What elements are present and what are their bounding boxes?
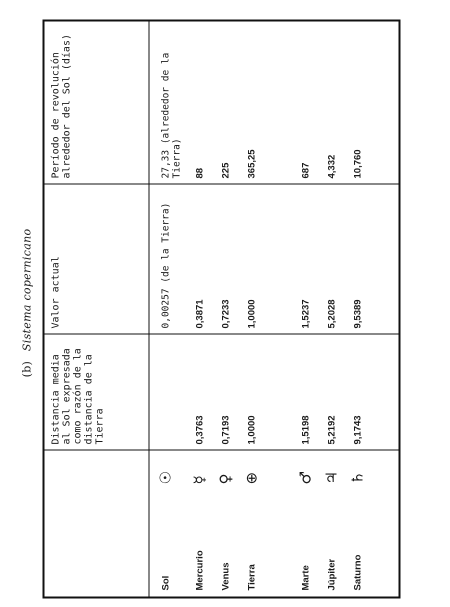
table-row: [296, 22, 317, 597]
distance-value: 9,1743: [352, 415, 364, 445]
period-value: 365,25: [246, 149, 258, 179]
table-frame: [43, 20, 401, 599]
distance-value: 0,3763: [194, 415, 206, 445]
actual-value: 9,5389: [352, 299, 364, 329]
distance-value: 1,5198: [300, 415, 312, 445]
actual-value: 0,00257 (de la Tierra): [160, 202, 172, 329]
caption-title: Sistema copernicano: [20, 228, 34, 352]
planet-name: Mercurio: [194, 550, 206, 591]
distance-value: 1,0000: [246, 415, 258, 445]
mars-symbol-icon: ♂: [296, 471, 315, 485]
planet-name: Sol: [160, 575, 172, 591]
header-rule: [149, 22, 150, 597]
table-caption: [21, 0, 34, 607]
sun-symbol-icon: ☉: [156, 471, 175, 485]
table-row: [190, 22, 211, 597]
planet-name: Júpiter: [326, 558, 338, 591]
table-row: [322, 22, 343, 597]
table-row: [348, 22, 369, 597]
period-value: 225: [220, 162, 232, 179]
actual-value: 1,5237: [300, 299, 312, 329]
venus-symbol-icon: ♀: [216, 473, 235, 485]
mercury-symbol-icon: ☿: [190, 475, 209, 485]
rotated-page: [1, 0, 450, 607]
period-value: 88: [194, 167, 206, 179]
planet-name: Tierra: [246, 564, 258, 591]
period-value: 4,332: [326, 154, 338, 179]
planet-name: Saturno: [352, 554, 364, 591]
header-actual: Valor actual: [50, 256, 62, 329]
period-value: 687: [300, 162, 312, 179]
table-row: [156, 22, 183, 597]
actual-value: 5,2028: [326, 299, 338, 329]
period-value: 27,33 (alrededor de la Tierra): [160, 52, 183, 179]
table-row: [216, 22, 237, 597]
distance-value: 5,2192: [326, 415, 338, 445]
header-distance: Distancia media al Sol expresada como razón de la distancia de la Tierra: [50, 348, 106, 445]
caption-label: (b): [20, 360, 34, 378]
header-period: Período de revolución alrededor del Sol (días): [50, 34, 73, 179]
planet-name: Venus: [220, 562, 232, 591]
planet-name: Marte: [300, 565, 312, 591]
earth-symbol-icon: ⊕: [242, 471, 261, 485]
actual-value: 0,3871: [194, 299, 206, 329]
table-row: [242, 22, 263, 597]
jupiter-symbol-icon: ♃: [322, 471, 341, 485]
actual-value: 1,0000: [246, 299, 258, 329]
saturn-symbol-icon: ♄: [348, 471, 367, 485]
distance-value: 0,7193: [220, 415, 232, 445]
period-value: 10,760: [352, 149, 364, 179]
actual-value: 0,7233: [220, 299, 232, 329]
